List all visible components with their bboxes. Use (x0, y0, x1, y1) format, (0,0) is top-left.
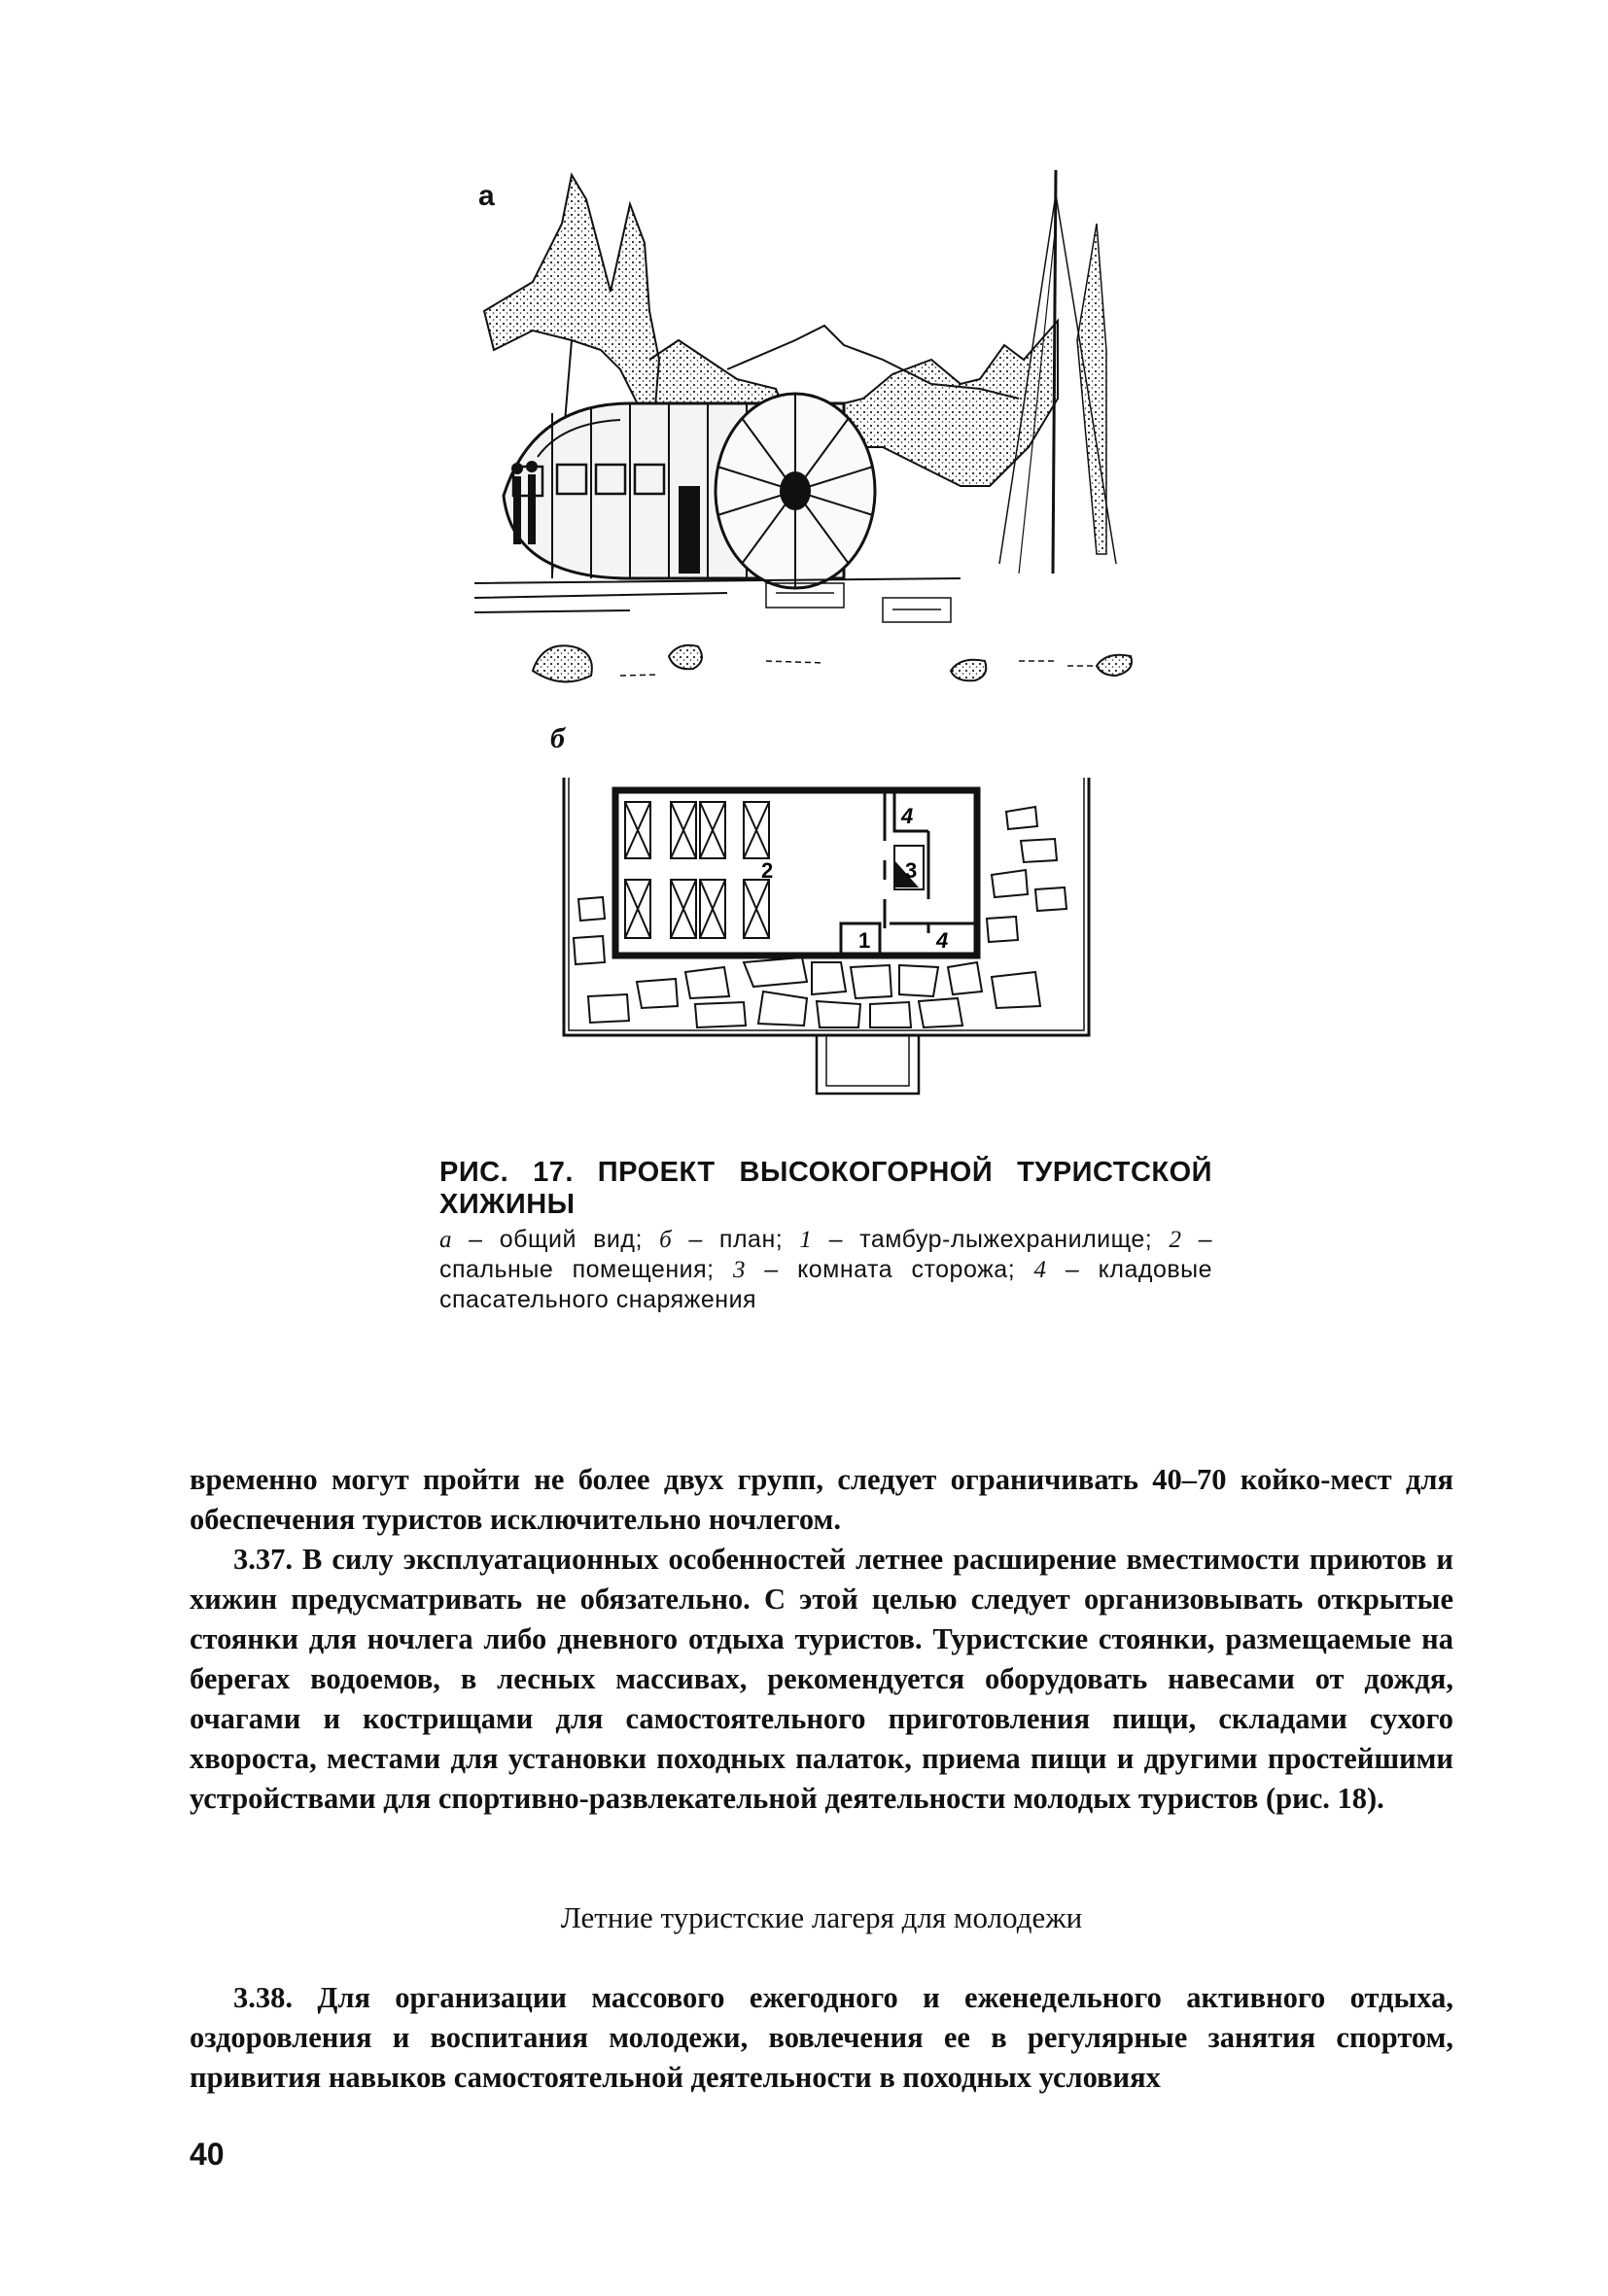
page-number: 40 (190, 2137, 225, 2172)
legend-key: 2 (1169, 1227, 1182, 1253)
hut-general-view-illustration (474, 165, 1235, 724)
caption-legend (439, 1225, 1212, 1314)
legend-key: 3 (732, 1257, 746, 1283)
legend-key: б (659, 1227, 673, 1253)
plan-number-4-bottom: 4 (936, 928, 949, 953)
caption-title: РИС. 17. ПРОЕКТ ВЫСОКОГОРНОЙ ТУРИСТСКОЙ ХИЖИНЫ (439, 1157, 1212, 1220)
paragraph-3-37: 3.37. В силу эксплуатационных особенностей летнее расширение вместимости приютов и хижин предусматривать не обязательно. С этой целью следует организовывать открытые стоянки для ночлега либо дневного отдыха туристов. Туристские стоянки, размещаемые на берегах водоемов, в лесных массивах, рекомендуется оборудовать навесами от дождя, очагами и кострищами для самостоятельного приготовления пищи, складами сухого хвороста, местами для установки походных палаток, приема пищи и другими простейшими устройствами для спортивно-развлекательной деятельности молодых туристов (рис. 18). (190, 1543, 1453, 1815)
paragraph-3-38: 3.38. Для организации массового ежегодного и еженедельного активного отдыха, оздоровления и воспитания молодежи, вовлечения ее в регулярные занятия спортом, привития навыков самостоятельной деятельности в походных условиях (190, 1981, 1453, 2094)
legend-text: – спальные помещения; (439, 1226, 1213, 1283)
plan-number-1: 1 (858, 928, 871, 953)
figure-label-a: а (478, 180, 495, 212)
legend-text: – тамбур-лыжехранилище; (812, 1226, 1170, 1253)
section-heading: Летние туристские лагеря для молодежи (560, 1900, 1083, 1934)
plan-number-3: 3 (905, 858, 918, 883)
figure-caption (439, 1157, 1212, 1314)
legend-key: а (439, 1227, 452, 1253)
left-rock-spire (484, 175, 659, 418)
figure-label-b: б (550, 722, 565, 754)
legend-key: 1 (799, 1227, 813, 1253)
cylindrical-hut (504, 394, 875, 588)
plan-number-2: 2 (761, 858, 774, 883)
legend-text: – общий вид; (452, 1226, 660, 1253)
legend-text: – комната сторожа; (745, 1256, 1034, 1283)
legend-text: – кладовые спасательного снаряжения (439, 1256, 1212, 1313)
legend-key: 4 (1033, 1257, 1047, 1283)
hut-floor-plan (549, 773, 1099, 1098)
legend-text: – план; (672, 1226, 800, 1253)
paragraph-continuation: временно могут пройти не более двух групп, следует ограничивать 40–70 койко-мест для обеспечения туристов исключительно ночлегом. (190, 1463, 1453, 1536)
plan-number-4-top: 4 (901, 804, 914, 828)
